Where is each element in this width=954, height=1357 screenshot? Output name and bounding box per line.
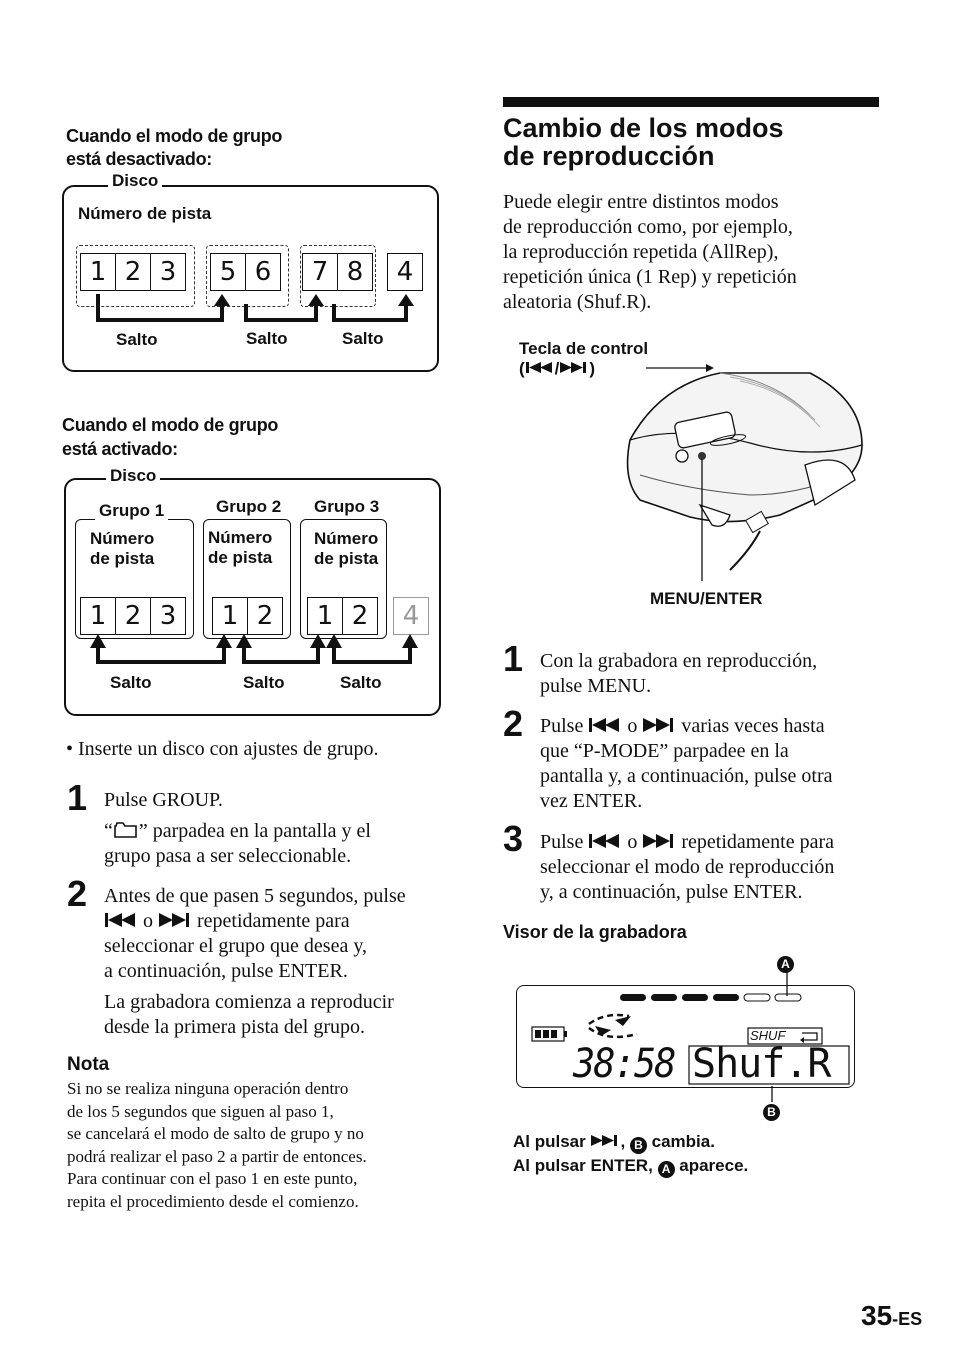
skip-label: Salto — [116, 330, 158, 349]
text-span: varias veces hasta — [676, 715, 825, 737]
prev-track-icon — [525, 361, 555, 374]
label-line: Tecla de control — [519, 339, 649, 358]
page-number-suffix: -ES — [892, 1309, 923, 1329]
step-text — [540, 830, 834, 905]
caption-line: está desactivado: — [66, 149, 212, 169]
track-cell: 3 — [159, 257, 177, 287]
footnote-line — [513, 1154, 748, 1178]
text-line: seleccionar el modo de reproducción — [540, 856, 835, 878]
lcd-shuf-indicator: SHUF — [750, 1028, 786, 1043]
group-on-caption — [62, 413, 278, 461]
marker-b-leader — [770, 1086, 774, 1102]
group-3-label: Grupo 3 — [314, 497, 380, 516]
caption-line: Cuando el modo de grupo — [62, 415, 279, 435]
text-line: que “P-MODE” parpadee en la — [540, 740, 789, 762]
step-number: 1 — [67, 777, 88, 818]
page-number-value: 35 — [861, 1300, 893, 1331]
text-line: repetición única (1 Rep) y repetición — [503, 266, 797, 288]
text-line — [540, 830, 834, 855]
label-line: Número — [90, 529, 155, 548]
text-span: Pulse — [540, 831, 589, 853]
text-span: o — [138, 910, 158, 932]
group-1-label: Grupo 1 — [95, 501, 168, 521]
prev-track-icon — [588, 833, 622, 849]
recorder-illustration — [600, 355, 870, 595]
text-line: a continuación, pulse ENTER. — [104, 960, 348, 982]
track-cell: 1 — [81, 598, 116, 634]
text-span: Al pulsar — [513, 1132, 591, 1151]
display-title: Visor de la grabadora — [503, 922, 687, 942]
lcd-time: 38:58 — [573, 1041, 675, 1087]
text-line: pulse MENU. — [540, 675, 652, 697]
text-line — [104, 819, 371, 844]
track-cell: 2 — [256, 601, 274, 631]
skip-label: Salto — [340, 673, 382, 692]
text-line — [104, 909, 406, 934]
text-line: Pulse GROUP. — [104, 789, 223, 811]
text-span: / — [554, 359, 560, 378]
text-line: y, a continuación, pulse ENTER. — [540, 881, 803, 903]
text-line: grupo pasa a ser seleccionable. — [104, 845, 352, 867]
folder-icon — [113, 821, 139, 839]
label-line: Número — [314, 529, 379, 548]
text-line: aleatoria (Shuf.R). — [503, 291, 652, 313]
text-span: Al pulsar ENTER, — [513, 1156, 658, 1175]
step-number: 2 — [503, 703, 524, 744]
label-line: de pista — [208, 548, 273, 567]
text-span: Pulse — [540, 715, 589, 737]
group-2-label: Grupo 2 — [216, 497, 282, 516]
page-number — [861, 1300, 922, 1332]
title-line: Cambio de los modos — [503, 113, 784, 143]
track-cell: 6 — [254, 257, 272, 287]
track-row — [387, 253, 423, 291]
note-line: repita el procedimiento desde el comienzo. — [67, 1191, 359, 1211]
marker-a-badge: A — [777, 956, 794, 973]
skip-label: Salto — [110, 673, 152, 692]
text-line: pantalla y, a continuación, pulse otra — [540, 765, 833, 787]
track-cell: 1 — [81, 254, 116, 290]
section-title — [503, 114, 784, 170]
step-text — [540, 714, 833, 814]
step-text — [104, 884, 406, 1040]
track-cell: 2 — [116, 598, 151, 634]
note-title: Nota — [67, 1054, 110, 1075]
note-line: Para continuar con el paso 1 en este punto, — [67, 1169, 358, 1188]
disc-label: Disco — [108, 171, 162, 191]
track-row — [302, 253, 373, 291]
skip-arrows — [62, 290, 442, 330]
step-text — [104, 788, 371, 869]
track-cell: 2 — [116, 254, 151, 290]
text-span: o — [622, 715, 643, 737]
text-span: aparece. — [674, 1156, 749, 1175]
section-rule — [503, 97, 879, 107]
text-span: ( — [519, 359, 525, 378]
marker-b-badge: B — [763, 1104, 780, 1121]
lcd-display — [516, 985, 855, 1088]
text-span: cambia. — [646, 1132, 715, 1151]
track-number-label: Número de pista — [78, 204, 212, 223]
text-span: “ — [104, 820, 113, 842]
track-number-label — [208, 528, 272, 568]
text-line: seleccionar el grupo que desea y, — [104, 935, 368, 957]
next-track-icon — [642, 833, 676, 849]
footnote-line — [513, 1130, 748, 1154]
text-line: La grabadora comienza a reproducir — [104, 991, 394, 1013]
text-line: Antes de que pasen 5 segundos, pulse — [104, 885, 406, 907]
track-cell: 3 — [159, 601, 177, 631]
text-span: ) — [589, 359, 596, 378]
track-number-label — [90, 529, 154, 569]
display-footnote — [513, 1130, 748, 1178]
label-line: de pista — [90, 549, 155, 568]
text-span: ” parpadea en la pantalla y el — [138, 820, 371, 842]
track-number-label — [314, 529, 378, 569]
lcd-mode: Shuf.R — [692, 1041, 831, 1087]
next-track-icon — [158, 912, 192, 928]
skip-label: Salto — [246, 329, 288, 348]
label-line: Número — [208, 528, 273, 547]
skip-arrows — [64, 630, 444, 672]
step-text — [540, 649, 817, 699]
text-span: o — [622, 831, 643, 853]
text-line: de reproducción como, por ejemplo, — [503, 216, 793, 238]
disc-label: Disco — [106, 466, 160, 486]
track-cell: 7 — [303, 254, 338, 290]
step-number: 1 — [503, 638, 524, 679]
prev-track-icon — [104, 912, 138, 928]
track-row — [210, 253, 281, 291]
track-cell: 1 — [308, 598, 343, 634]
caption-line: está activado: — [62, 439, 178, 459]
prev-track-icon — [588, 717, 622, 733]
note-text — [67, 1078, 367, 1213]
text-line — [540, 714, 833, 739]
note-line: Si no se realiza ninguna operación dentro — [67, 1079, 349, 1098]
text-span: , — [620, 1132, 630, 1151]
track-cell: 1 — [213, 598, 248, 634]
menu-enter-label: MENU/ENTER — [650, 589, 763, 608]
track-cell: 4 — [402, 601, 420, 631]
next-track-icon — [642, 717, 676, 733]
track-cell: 2 — [351, 601, 369, 631]
skip-label: Salto — [342, 329, 384, 348]
text-line: vez ENTER. — [540, 790, 643, 812]
text-line: desde la primera pista del grupo. — [104, 1016, 366, 1038]
step-number: 2 — [67, 873, 88, 914]
bullet-text: • Inserte un disco con ajustes de grupo. — [66, 738, 379, 760]
title-line: de reproducción — [503, 141, 715, 171]
note-line: de los 5 segundos que siguen al paso 1, — [67, 1101, 334, 1121]
marker-b-badge: B — [630, 1137, 647, 1154]
text-line: Con la grabadora en reproducción, — [540, 650, 818, 672]
text-span: repetidamente para — [192, 910, 350, 932]
intro-text — [503, 190, 797, 315]
text-span: repetidamente para — [676, 831, 835, 853]
caption-line: Cuando el modo de grupo — [66, 126, 283, 146]
next-track-icon — [590, 1134, 620, 1147]
step-number: 3 — [503, 818, 524, 859]
next-track-icon — [559, 361, 589, 374]
text-line: Puede elegir entre distintos modos — [503, 191, 779, 213]
skip-label: Salto — [243, 673, 285, 692]
track-row — [80, 253, 186, 291]
note-line: podrá realizar el paso 2 a partir de entonces. — [67, 1146, 367, 1166]
note-line: se cancelará el modo de salto de grupo y no — [67, 1124, 364, 1143]
track-cell: 8 — [346, 257, 364, 287]
marker-b — [763, 1101, 780, 1121]
marker-a-badge: A — [658, 1161, 675, 1178]
group-off-caption — [66, 125, 282, 171]
track-cell: 5 — [211, 254, 246, 290]
text-line: la reproducción repetida (AllRep), — [503, 241, 779, 263]
track-cell: 4 — [396, 257, 414, 287]
label-line: de pista — [314, 549, 379, 568]
